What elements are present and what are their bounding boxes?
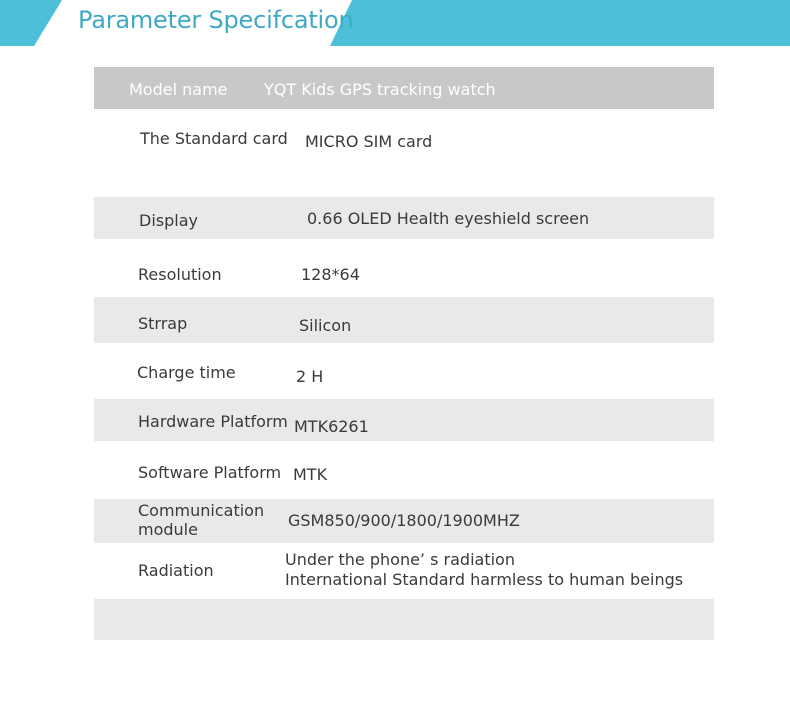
banner-left-stripe: [0, 0, 62, 46]
row-label: The Standard card: [140, 129, 288, 148]
table-row-charge-time: [94, 343, 714, 399]
row-label: Model name: [129, 80, 228, 99]
table-row-hardware-platform: [94, 399, 714, 441]
header-banner: [0, 0, 790, 46]
row-label: Resolution: [138, 265, 222, 284]
row-label: Radiation: [138, 561, 214, 580]
table-row-strap: [94, 297, 714, 343]
page-title: Parameter Specifcation: [78, 6, 354, 34]
row-label-line2: module: [138, 520, 198, 539]
row-label: Hardware Platform: [138, 412, 288, 431]
row-label-line1: Communication: [138, 501, 265, 520]
banner-right-stripe: [330, 0, 790, 46]
row-value: Silicon: [299, 316, 352, 335]
table-row-resolution: [94, 239, 714, 297]
table-row-radiation: [94, 543, 714, 599]
table-row-empty: [94, 599, 714, 640]
row-label: Software Platform: [138, 463, 282, 482]
table-row-model-name: [94, 67, 714, 109]
row-value: GSM850/900/1800/1900MHZ: [288, 511, 520, 530]
row-value: MTK: [293, 465, 328, 484]
table-row-communication-module: [94, 499, 714, 543]
row-value-line2: International Standard harmless to human beings: [285, 570, 684, 589]
row-value: 0.66 OLED Health eyeshield screen: [307, 209, 590, 228]
row-value: 128*64: [301, 265, 360, 284]
row-value-line1: Under the phone’ s radiation: [285, 550, 515, 569]
row-value: MTK6261: [294, 417, 369, 436]
table-row-display: [94, 197, 714, 239]
table-row-standard-card: [94, 109, 714, 197]
row-value: MICRO SIM card: [305, 132, 433, 151]
row-value: YQT Kids GPS tracking watch: [264, 80, 496, 99]
row-value: 2 H: [296, 367, 324, 386]
table-row-software-platform: [94, 441, 714, 499]
row-label: Strrap: [138, 314, 188, 333]
row-label: Charge time: [137, 363, 236, 382]
row-label: Display: [139, 211, 198, 230]
